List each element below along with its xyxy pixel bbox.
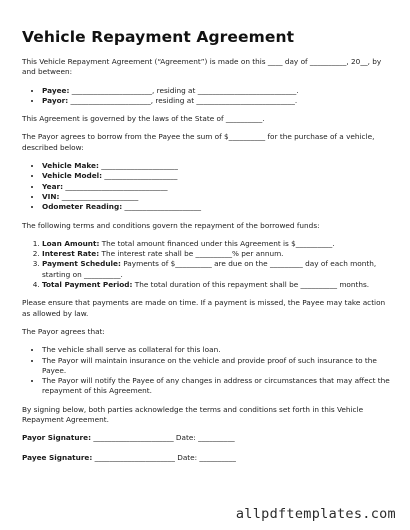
payor-agrees-paragraph: The Payor agrees that: bbox=[22, 326, 105, 336]
party-label: Payor: bbox=[42, 95, 69, 105]
term-item-interest-rate bbox=[42, 249, 392, 259]
agreement-item: • The Payor will maintain insurance on the vehicle and provide proof of such insurance to the Payee. bbox=[42, 356, 392, 377]
vehicle-item-make bbox=[42, 161, 392, 171]
term-text: The total amount financed under this Agreement is $__________. bbox=[99, 238, 335, 248]
term-label: Total Payment Period: bbox=[42, 280, 133, 290]
vehicle-label: Odometer Reading: bbox=[42, 202, 123, 212]
vehicle-label: Vehicle Make: bbox=[42, 161, 99, 171]
agreements-list bbox=[22, 345, 392, 396]
party-text: ______________________, residing at ___________________________. bbox=[69, 85, 299, 95]
footer-watermark: allpdftemplates.com bbox=[235, 506, 396, 522]
vehicle-item-model bbox=[42, 171, 392, 181]
vehicle-label: Vehicle Model: bbox=[42, 171, 103, 181]
party-item-payee bbox=[42, 86, 392, 96]
vehicle-label: VIN: bbox=[42, 191, 60, 201]
vehicle-item-odometer bbox=[42, 202, 392, 212]
vehicle-text: _____________________ bbox=[59, 191, 139, 201]
party-label: Payee: bbox=[42, 85, 70, 95]
governing-law-paragraph: This Agreement is governed by the laws of the State of __________. bbox=[22, 114, 265, 124]
document-body bbox=[22, 28, 392, 472]
agreement-item: • The vehicle shall serve as collateral for this loan. bbox=[42, 345, 392, 355]
term-label: Loan Amount: bbox=[42, 238, 100, 248]
payee-signature-line bbox=[22, 453, 392, 463]
signature-text: ______________________ Date: __________ bbox=[91, 433, 235, 443]
borrow-paragraph: The Payor agrees to borrow from the Payee the sum of $__________ for the purchase of a vehicle, described below: bbox=[22, 132, 375, 152]
signature-text: ______________________ Date: __________ bbox=[92, 452, 236, 462]
terms-intro-paragraph: The following terms and conditions govern the repayment of the borrowed funds: bbox=[22, 220, 320, 230]
vehicle-details-list bbox=[22, 161, 392, 212]
party-text: ______________________, residing at ___________________________. bbox=[68, 95, 298, 105]
vehicle-item-year bbox=[42, 182, 392, 192]
term-text: Payments of $__________ are due on the _________ day of each month, starting on __________. bbox=[42, 259, 377, 279]
vehicle-text: ____________________ bbox=[102, 171, 178, 181]
agreement-item: • The Payor will notify the Payee of any changes in address or circumstances that may affect the repayment of this Agreement. bbox=[42, 376, 392, 397]
payor-signature-line bbox=[22, 433, 392, 443]
term-label: Payment Schedule: bbox=[42, 259, 121, 269]
term-item-payment-period bbox=[42, 280, 392, 290]
party-item-payor bbox=[42, 96, 392, 106]
term-item-loan-amount bbox=[42, 239, 392, 249]
term-item-payment-schedule bbox=[42, 259, 392, 280]
term-text: The total duration of this repayment shall be __________ months. bbox=[132, 280, 370, 290]
term-text: The interest rate shall be __________% per annum. bbox=[99, 249, 284, 259]
vehicle-label: Year: bbox=[42, 181, 64, 191]
signature-label: Payor Signature: bbox=[22, 433, 92, 443]
payment-note-paragraph: Please ensure that payments are made on time. If a payment is missed, the Payee may take action as allowed by law. bbox=[22, 298, 386, 318]
signature-label: Payee Signature: bbox=[22, 452, 93, 462]
vehicle-text: ____________________________ bbox=[63, 181, 168, 191]
intro-paragraph: This Vehicle Repayment Agreement (“Agreement”) is made on this ____ day of __________, 20__, by and between: bbox=[22, 57, 382, 77]
parties-list bbox=[22, 86, 392, 107]
acknowledge-paragraph: By signing below, both parties acknowledge the terms and conditions set forth in this Vehicle Repayment Agreement. bbox=[22, 404, 364, 425]
vehicle-item-vin bbox=[42, 192, 392, 202]
vehicle-text: _____________________ bbox=[122, 202, 202, 212]
document-title: Vehicle Repayment Agreement bbox=[22, 28, 295, 46]
vehicle-text: _____________________ bbox=[98, 161, 178, 171]
terms-list bbox=[22, 239, 392, 290]
term-label: Interest Rate: bbox=[42, 249, 100, 259]
